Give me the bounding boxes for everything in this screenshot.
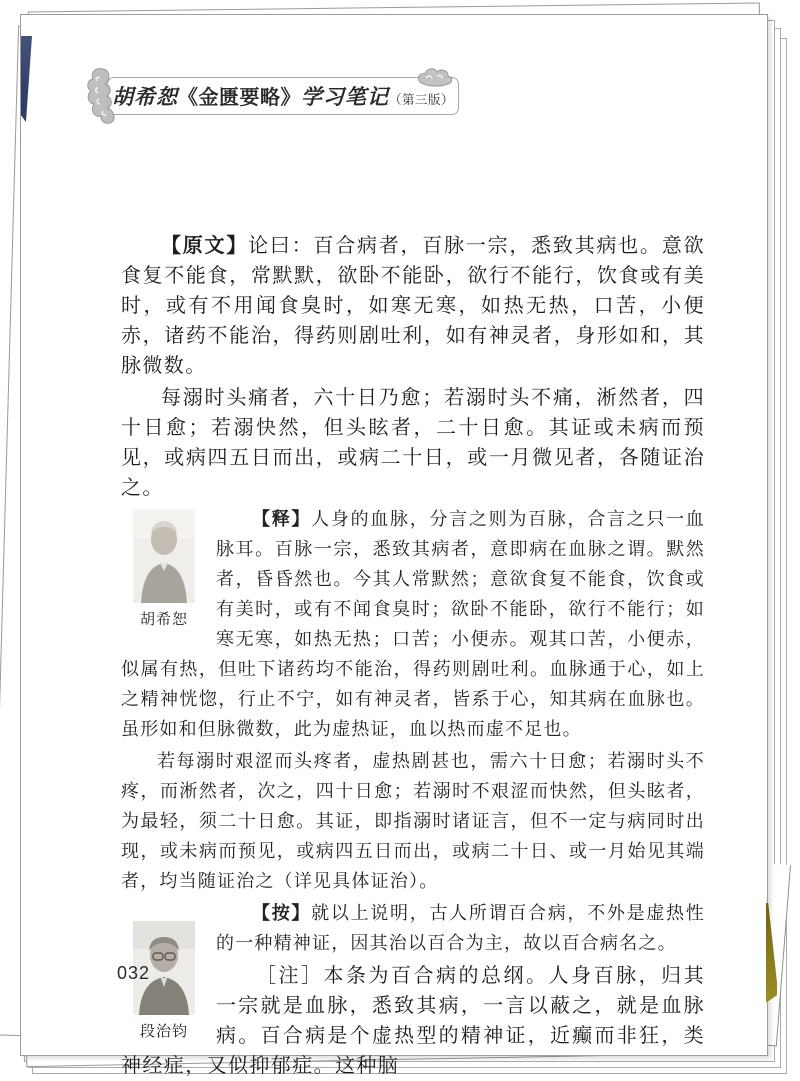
paragraph-shi-1 xyxy=(121,505,705,745)
photo-caption-duan-zhijun: 段治钧 xyxy=(139,1022,188,1040)
section-shi xyxy=(121,505,705,897)
title-edition: （第三版） xyxy=(388,93,454,107)
text-zhu-1: 本条为百合病的总纲。人身百脉，归其一宗就是血脉，悉致其病，一言以蔽之，就是血脉病。百合病是个虚热型的精神证，近癫而非狂，类神经症，又似抑郁症。这种脑 xyxy=(121,965,705,1077)
label-zhu: ［注］ xyxy=(256,965,324,987)
title-book: 《金匮要略》 xyxy=(177,87,301,109)
book-page xyxy=(20,14,768,1077)
section-an-zhu xyxy=(121,899,705,1081)
label-original: 【原文】 xyxy=(161,235,249,257)
portrait-photo-hu-xishu xyxy=(133,509,195,603)
photo-block-hu-xishu xyxy=(131,509,197,629)
paragraph-original-1 xyxy=(121,231,705,381)
paragraph-an-1 xyxy=(121,899,705,959)
cloud-ornament-left xyxy=(86,64,138,126)
label-shi: 【释】 xyxy=(252,509,312,530)
paragraph-original-2 xyxy=(121,383,705,503)
cloud-ornament-right xyxy=(416,66,454,88)
paragraph-shi-2 xyxy=(121,747,705,897)
text-an-1: 就以上说明，古人所谓百合病，不外是虚热性的一种精神证，因其治以百合为主，故以百合病名之。 xyxy=(216,903,705,954)
text-shi-1: 人身的血脉，分言之则为百脉，合言之只一血脉耳。百脉一宗，悉致其病者，意即病在血脉之谓。默然者，昏昏然也。今其人常默然；意欲食复不能食，饮食或有美时，或有不闻食臭时；欲卧不能卧，欲行不能行；如寒无寒，如热无热；口苦；小便赤。观其口苦，小便赤，似属有热，但吐下诸药均不能治，得药则剧吐利。血脉通于心，如上之精神恍惚，行止不宁，如有神灵者，皆系于心，知其病在血脉也。虽形如和但脉微数，此为虚热证，血以热而虚不足也。 xyxy=(121,509,705,740)
running-head-title xyxy=(112,81,454,111)
photo-caption-hu-xishu: 胡希恕 xyxy=(139,610,188,628)
running-head-box xyxy=(107,77,459,115)
text-shi-2: 若每溺时艰涩而头疼者，虚热剧甚也，需六十日愈；若溺时头不疼，而淅然者，次之，四十日愈；若溺时不艰涩而快然，但头眩者，为最轻，须二十日愈。其证，即指溺时诸证言，但不一定与病同时出现，或未病而预见，或病四五日而出，或病二十日、或一月始见其端者，均当随证治之（详见具体证治）。 xyxy=(121,751,705,892)
paragraph-zhu-1 xyxy=(121,961,705,1081)
label-an: 【按】 xyxy=(252,903,312,924)
text-original-2: 每溺时头痛者，六十日乃愈；若溺时头不痛，淅然者，四十日愈；若溺快然，但头眩者，二十日愈。其证或未病而预见，或病四五日而出，或病二十日，或一月微见者，各随证治之。 xyxy=(121,387,705,499)
title-subtitle: 学习笔记 xyxy=(300,84,389,109)
page-content xyxy=(121,231,705,1081)
text-original-1: 论曰：百合病者，百脉一宗，悉致其病也。意欲食复不能食，常默默，欲卧不能卧，欲行不能行，饮食或有美时，或有不用闻食臭时，如寒无寒，如热无热，口苦，小便赤，诸药不能治，得药则剧吐利，如有神灵者，身形如和，其脉微数。 xyxy=(121,235,705,377)
page-number: 032 xyxy=(117,963,151,983)
portrait-illustration-hu xyxy=(133,509,195,603)
title-author: 胡希恕 xyxy=(111,84,178,109)
